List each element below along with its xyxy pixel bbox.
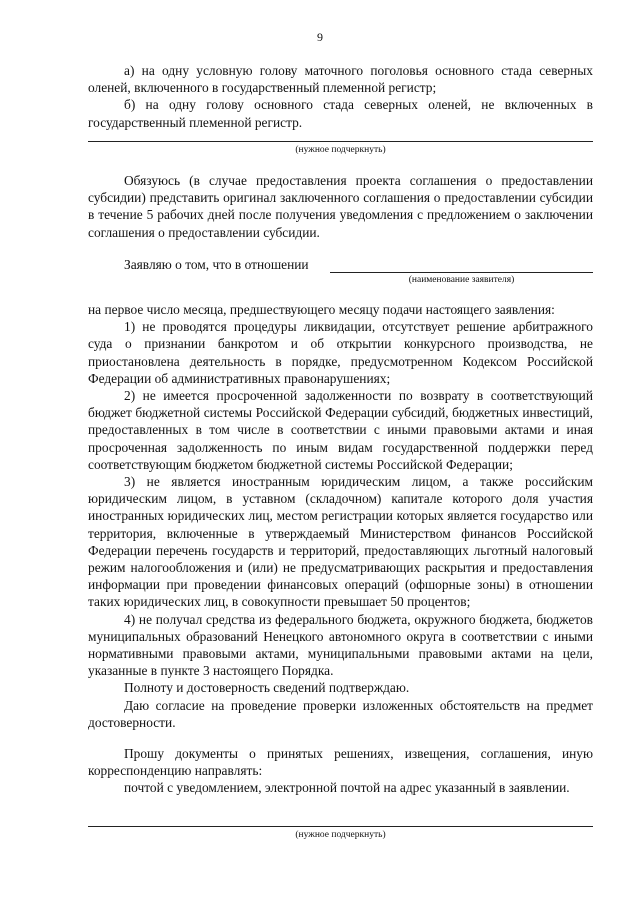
declaration-intro: на первое число месяца, предшествующего месяцу подачи настоящего заявления:: [88, 302, 555, 317]
obligation-block: [88, 172, 593, 241]
underline-caption-2: (нужное подчеркнуть): [295, 830, 386, 840]
declaration-item-4: 4) не получал средства из федерального бюджета, окружного бюджета, бюджетов муниципальных образований Ненецкого автономного округа в соответствии с иными нормативными правовыми актами, муниципальными правовыми актами на цели, указанные в пункте 3 настоящего Порядка.: [88, 611, 593, 679]
delivery-request: Прошу документы о принятых решениях, извещения, соглашения, иную корреспонденцию направлять:: [88, 746, 593, 779]
underline-rule-1: [88, 141, 593, 142]
applicant-name-caption: (наименование заявителя): [408, 275, 515, 285]
declaration-item-2: 2) не имеется просроченной задолженности по возврату в соответствующий бюджет бюджетной системы Российской Федерации субсидий, бюджетных инвестиций, предоставленных в том числе в соответствии с иными правовыми актами и иная просроченная задолженность по иным видам государственной поддержки перед соответствующим бюджетом бюджетной системы Российской Федерации;: [88, 388, 593, 472]
page-number: 9: [317, 30, 323, 44]
underline-rule-2: [88, 826, 593, 827]
option-a: а) на одну условную голову маточного поголовья основного стада северных оленей, включенного в государственный племенной регистр;: [88, 63, 593, 96]
consent-text: Даю согласие на проведение проверки изложенных обстоятельств на предмет достоверности.: [88, 697, 593, 730]
option-b: б) на одну голову основного стада северных оленей, не включенных в государственный племенной регистр.: [88, 97, 593, 130]
subsidy-options-block: [88, 62, 593, 131]
obligation-text: Обязуюсь (в случае предоставления проекта соглашения о предоставлении субсидии) представить оригинал заключенного соглашения о предоставлении субсидии в течение 5 рабочих дней после получения уведомления с предложением о заключении соглашения о предоставлении субсидии.: [88, 173, 593, 240]
declaration-item-3: 3) не является иностранным юридическим лицом, а также российским юридическим лицом, в уставном (складочном) капитале которого доля участия иностранных юридических лиц, местом регистрации которых является государство или территория, включенные в утверждаемый Министерством финансов Российской Федерации перечень государств и территорий, предоставляющих льготный налоговый режим налогообложения и (или) не предусматривающих раскрытия и предоставления информации при проведении финансовых операций (офшорные зоны) в отношении таких юридических лиц, в совокупности превышает 50 процентов;: [88, 474, 593, 610]
applicant-name-field[interactable]: [330, 272, 593, 273]
applicant-label: Заявляю о том, что в отношении: [124, 257, 309, 272]
declaration-item-1: 1) не проводятся процедуры ликвидации, отсутствует решение арбитражного суда о признании банкротом и об открытии конкурсного производства, не приостановлена деятельность в порядке, предусмотренном Кодексом Российской Федерации об административных правонарушениях;: [88, 319, 593, 386]
confirmation-text: Полноту и достоверность сведений подтверждаю.: [124, 680, 410, 696]
declaration-block: [88, 301, 593, 731]
delivery-options: почтой с уведомлением, электронной почтой на адрес указанный в заявлении.: [124, 780, 570, 796]
delivery-block: [88, 745, 593, 797]
underline-caption-1: (нужное подчеркнуть): [295, 145, 386, 155]
